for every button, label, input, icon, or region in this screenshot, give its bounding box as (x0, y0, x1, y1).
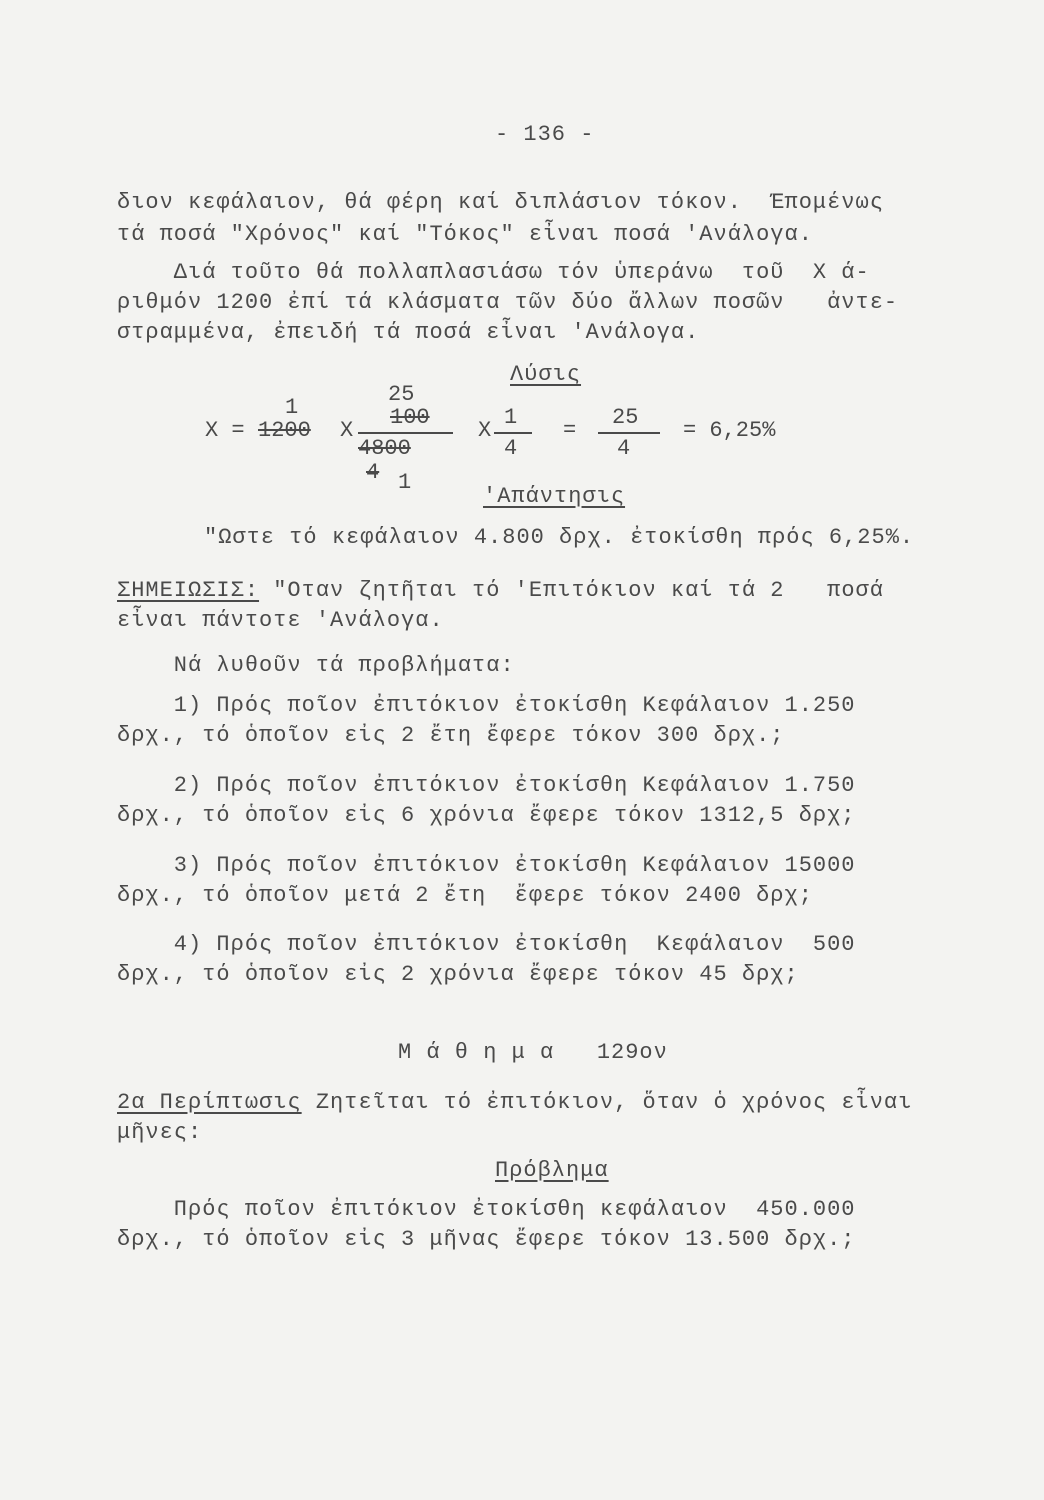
answer-text: "Ωστε τό κεφάλαιον 4.800 δρχ. ἐτοκίσθη πρός 6,25%. (204, 525, 915, 550)
fraction-bar (598, 432, 660, 434)
formula-25-top: 25 (388, 382, 415, 407)
text-line: 2) Πρός ποῖον ἐπιτόκιον ἐτοκίσθη Κεφάλαιον 1.750 (117, 773, 856, 798)
text-line: δρχ., τό ὁποῖον εἰς 2 ἔτη ἔφερε τόκον 300 δρχ.; (117, 723, 785, 748)
fraction-bar (494, 432, 532, 434)
note-label: ΣΗΜΕΙΩΣΙΣ: (117, 578, 260, 603)
text-line: δρχ., τό ὁποῖον μετά 2 ἔτη ἔφερε τόκον 2400 δρχ; (117, 883, 813, 908)
text-line (117, 1090, 912, 1115)
text-line: Πρός ποῖον ἐπιτόκιον ἐτοκίσθη κεφάλαιον 450.000 (117, 1197, 856, 1222)
text-line: μῆνες: (117, 1120, 203, 1145)
note-line-1 (117, 578, 884, 603)
formula-equals: = (563, 418, 577, 443)
fraction-bar (358, 432, 453, 434)
formula-times-1: Χ (340, 418, 354, 443)
formula-1-sub: 1 (398, 470, 412, 495)
problem-heading: Πρόβλημα (495, 1158, 609, 1183)
text-line: 1) Πρός ποῖον ἐπιτόκιον ἐτοκίσθη Κεφάλαιον 1.250 (117, 693, 856, 718)
formula-x-equals: Χ = (205, 418, 245, 443)
text-line: διον κεφάλαιον, θά φέρη καί διπλάσιον τόκον. Έπομένως (117, 190, 884, 215)
lesson-title: Μ ά θ η μ α 129ον (398, 1040, 668, 1065)
text-line: δρχ., τό ὁποῖον εἰς 6 χρόνια ἔφερε τόκον 1312,5 δρχ; (117, 803, 856, 828)
text-line: στραμμένα, ἐπειδή τά ποσά εἶναι 'Ανάλογα. (117, 320, 700, 345)
formula-1200-struck: 1200 (258, 418, 311, 443)
formula-result: = 6,25% (683, 418, 776, 443)
text-line: δρχ., τό ὁποῖον εἰς 3 μῆνας ἔφερε τόκον 13.500 δρχ.; (117, 1227, 856, 1252)
text-line: 3) Πρός ποῖον ἐπιτόκιον ἐτοκίσθη Κεφάλαιον 15000 (117, 853, 856, 878)
fraction-2-denominator: 4 (617, 436, 631, 461)
lysis-heading: Λύσις (510, 362, 582, 387)
text-line: 4) Πρός ποῖον ἐπιτόκιον ἐτοκίσθη Κεφάλαιον 500 (117, 932, 856, 957)
case-text: Ζητεῖται τό ἐπιτόκιον, ὅταν ὁ χρόνος εἶναι (301, 1090, 913, 1115)
answer-heading: 'Απάντησις (483, 484, 626, 509)
text-line: Διά τοῦτο θά πολλαπλασιάσω τόν ὑπεράνω τοῦ Χ ά- (117, 260, 870, 285)
text-line: δρχ., τό ὁποῖον εἰς 2 χρόνια ἔφερε τόκον 45 δρχ; (117, 962, 799, 987)
page-number: - 136 - (495, 122, 595, 147)
problems-intro: Νά λυθοῦν τά προβλήματα: (117, 653, 515, 678)
fraction-2-numerator: 25 (612, 405, 639, 430)
text-line: τά ποσά "Χρόνος" καί "Τόκος" εἶναι ποσά 'Ανάλογα. (117, 222, 813, 247)
text-line: ριθμόν 1200 ἐπί τά κλάσματα τῶν δύο ἄλλων ποσῶν ἀντε- (117, 290, 899, 315)
text-line: εἶναι πάντοτε 'Ανάλογα. (117, 608, 444, 633)
case-label: 2α Περίπτωσις (117, 1090, 302, 1115)
formula-4-struck: 4 (366, 460, 380, 485)
fraction-1-denominator: 4 (504, 436, 518, 461)
fraction-1-numerator: 1 (504, 405, 518, 430)
formula-4800-struck: 4800 (358, 436, 411, 461)
formula-1-top: 1 (285, 395, 299, 420)
formula-times-2: Χ (478, 418, 492, 443)
formula-100-struck: 100 (390, 405, 430, 430)
note-text: "Οταν ζητῆται τό 'Επιτόκιον καί τά 2 ποσά (259, 578, 884, 603)
